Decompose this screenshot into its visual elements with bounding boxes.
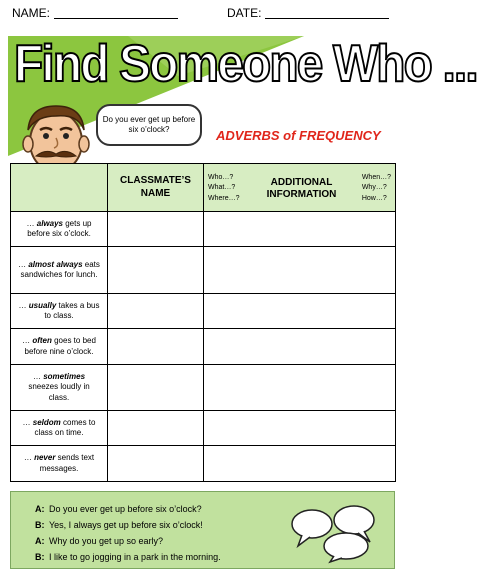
table-header-row	[11, 164, 396, 212]
left-question-words	[208, 173, 240, 205]
dialog-lines	[35, 501, 221, 565]
speaker-label: A:	[35, 536, 45, 546]
question-what: What…?	[208, 184, 236, 191]
name-date-row	[12, 6, 392, 24]
classmate-name-cell[interactable]	[108, 365, 204, 411]
table-row	[11, 329, 396, 365]
speaker-label: A:	[35, 504, 45, 514]
dialog-line	[35, 517, 221, 533]
speaker-label: B:	[35, 520, 45, 530]
classmate-name-header: CLASSMATE’S NAME	[108, 164, 204, 212]
classmate-name-cell[interactable]	[108, 329, 204, 365]
question-how: How…?	[361, 194, 387, 202]
adverb: seldom	[32, 417, 61, 427]
prompt-cell: … often goes to bed before nine o’clock.	[11, 329, 108, 365]
question-where: Where…?	[208, 194, 240, 202]
speaker-label: B:	[35, 552, 45, 562]
classmate-name-cell[interactable]	[108, 247, 204, 294]
worksheet-title: Find Someone Who ...	[14, 35, 477, 93]
adverb: always	[36, 218, 63, 228]
date-blank-line[interactable]	[265, 7, 389, 19]
date-field[interactable]	[227, 6, 389, 20]
table-row	[11, 294, 396, 329]
date-label: DATE:	[227, 6, 262, 20]
speech-bubbles-icon	[290, 502, 382, 562]
classmate-name-cell[interactable]	[108, 411, 204, 446]
prompt-cell: … seldom comes to class on time.	[11, 411, 108, 446]
find-someone-table	[10, 163, 396, 482]
question-when: When…?	[361, 173, 391, 181]
header-blank-cell	[11, 164, 108, 212]
additional-info-title: ADDITIONAL INFORMATION	[266, 176, 337, 200]
dialog-line	[35, 533, 221, 549]
prompt-cell: … always gets up before six o’clock.	[11, 212, 108, 247]
table-row	[11, 247, 396, 294]
question-why: Why…?	[361, 184, 387, 191]
dialog-text: Do you ever get up before six o’clock?	[49, 504, 202, 514]
speech-bubble: Do you ever get up before six o’clock?	[96, 104, 202, 146]
table-row	[11, 212, 396, 247]
table-row	[11, 446, 396, 482]
classmate-name-cell[interactable]	[108, 294, 204, 329]
prompt-cell: … usually takes a bus to class.	[11, 294, 108, 329]
classmate-name-cell[interactable]	[108, 446, 204, 482]
question-who: Who…?	[208, 173, 234, 181]
additional-info-cell[interactable]	[204, 329, 396, 365]
prompt-cell: … never sends text messages.	[11, 446, 108, 482]
dialog-line	[35, 501, 221, 517]
additional-info-header	[204, 164, 396, 212]
table-row	[11, 411, 396, 446]
name-blank-line[interactable]	[54, 7, 178, 19]
dialog-line	[35, 549, 221, 565]
additional-info-cell[interactable]	[204, 247, 396, 294]
additional-info-cell[interactable]	[204, 365, 396, 411]
additional-info-cell[interactable]	[204, 212, 396, 247]
man-face-icon	[14, 100, 104, 166]
additional-info-cell[interactable]	[204, 446, 396, 482]
name-label: NAME:	[12, 6, 51, 20]
dialog-text: Why do you get up so early?	[49, 536, 164, 546]
adverb: never	[34, 453, 56, 463]
example-dialog-box	[10, 491, 395, 569]
dialog-text: Yes, I always get up before six o’clock!	[49, 520, 203, 530]
adverb: almost always	[28, 259, 83, 269]
adverb: often	[32, 336, 52, 346]
table-row	[11, 365, 396, 411]
additional-info-cell[interactable]	[204, 294, 396, 329]
adverb: usually	[28, 300, 57, 310]
prompt-cell: … almost always eats sandwiches for lunch.	[11, 247, 108, 294]
right-question-words	[362, 173, 391, 205]
adverb: sometimes	[43, 371, 86, 381]
prompt-cell: … sometimes sneezes loudly in class.	[11, 365, 108, 411]
worksheet-subtitle: ADVERBS of FREQUENCY	[216, 128, 381, 143]
name-field[interactable]	[12, 6, 178, 20]
dialog-text: I like to go jogging in a park in the morning.	[49, 552, 221, 562]
classmate-name-cell[interactable]	[108, 212, 204, 247]
additional-info-cell[interactable]	[204, 411, 396, 446]
